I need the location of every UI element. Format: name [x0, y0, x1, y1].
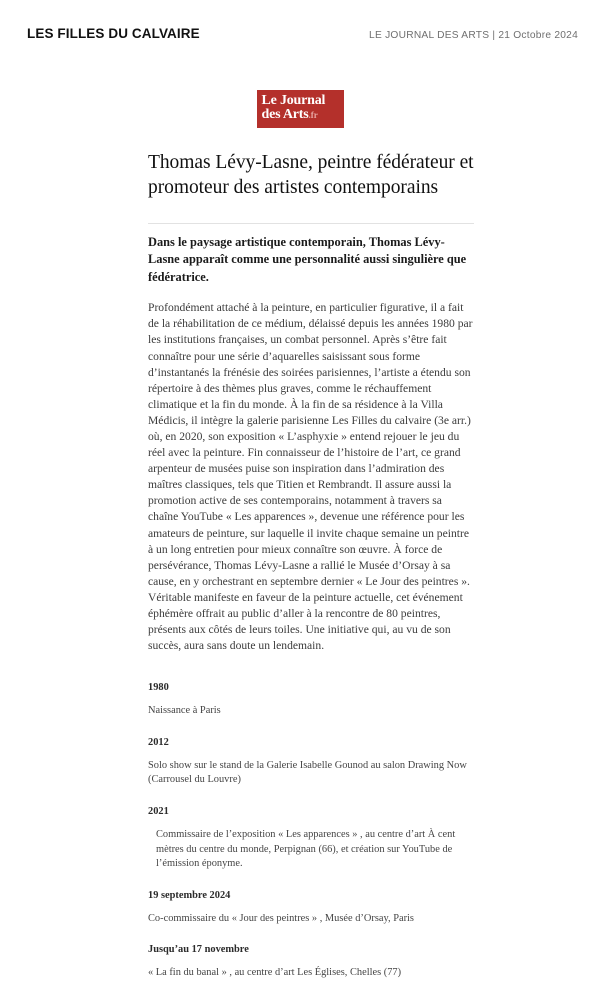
- chronology-date: 19 septembre 2024: [148, 889, 231, 901]
- chronology-description: Co-commissaire du « Jour des peintres » , Musée d’Orsay, Paris: [148, 912, 414, 924]
- chronology-entry: [148, 805, 474, 872]
- article-body: [148, 150, 474, 981]
- article-main-text: Profondément attaché à la peinture, en particulier figurative, il a fait de la réhabilitation de ce médium, délaissé depuis les années 1980 par les institutions françaises, un combat personnel. Après s’être fait connaître pour une série d’aquarelles saisissant sous forme d’instantanés la frénésie des soirées parisiennes, l’artiste a étendu son répertoire à des thèmes plus graves, comme le réchauffement climatique et la fin du monde. À la fin de sa résidence à la Villa Médicis, il intègre la galerie parisienne Les Filles du calvaire (3e arr.) où, en 2020, son exposition « L’asphyxie » entend rejouer le jeu du réel avec la peinture. Fin connaisseur de l’histoire de l’art, ce grand arpenteur de musées puise son inspiration dans l’admiration des maîtres classiques, tels que Titien et Rembrandt. Il assure aussi la promotion active de ses contemporains, notamment à travers sa chaîne YouTube « Les apparences », devenue une référence pour les amateurs de peinture, sur laquelle il invite chaque semaine un peintre à un long entretien pour mieux connaître son œuvre. À force de persévérance, Thomas Lévy-Lasne a rallié le Musée d’Orsay à sa cause, en y orchestrant en septembre dernier « Le Jour des peintres ». Véritable manifeste en faveur de la peinture actuelle, cet événement éphémère offrait au public d’aller à la rencontre de 80 peintres, présents aux côtés de leurs toiles. Une initiative qui, au vu de son succès, aura sans doute un lendemain.: [148, 301, 473, 653]
- logo-line-1: Le Journal: [261, 93, 326, 108]
- chronology-entry: [148, 943, 474, 981]
- logo-tld: .fr: [308, 110, 318, 120]
- gallery-name: LES FILLES DU CALVAIRE: [27, 26, 200, 41]
- article-lede: Dans le paysage artistique contemporain, Thomas Lévy-Lasne apparaît comme une personnalité aussi singulière que fédératrice.: [148, 235, 467, 284]
- masthead: [27, 26, 578, 46]
- chronology-description: Commissaire de l’exposition « Les apparences » , au centre d’art À cent mètres du centre du monde, Perpignan (66), et création sur YouTube de l’émission éponyme.: [156, 829, 456, 870]
- chronology-description: « La fin du banal » , au centre d’art Les Églises, Chelles (77): [148, 967, 402, 979]
- chronology-entry: [148, 736, 474, 788]
- chronology-description: Naissance à Paris: [148, 705, 221, 717]
- chronology-date: 1980: [148, 682, 169, 694]
- chronology-entry: [148, 889, 474, 927]
- logo-line-2: [262, 108, 326, 122]
- lede-divider: [148, 223, 474, 224]
- chronology-date: 2012: [148, 736, 169, 748]
- publication-logo-container: [0, 90, 600, 128]
- source-and-date: LE JOURNAL DES ARTS | 21 Octobre 2024: [369, 30, 578, 41]
- chronology-date: Jusqu’au 17 novembre: [148, 944, 249, 956]
- logo-text: [262, 94, 326, 122]
- chronology-description: Solo show sur le stand de la Galerie Isabelle Gounod au salon Drawing Now (Carrousel du Louvre): [148, 759, 467, 786]
- chronology-entry: [148, 681, 474, 719]
- chronology-list: [148, 681, 474, 981]
- logo-line-2-text: des Arts: [261, 107, 309, 122]
- article-title: Thomas Lévy-Lasne, peintre fédérateur et promoteur des artistes contemporains: [148, 152, 474, 198]
- journal-des-arts-logo: [257, 90, 344, 128]
- chronology-date: 2021: [148, 806, 169, 818]
